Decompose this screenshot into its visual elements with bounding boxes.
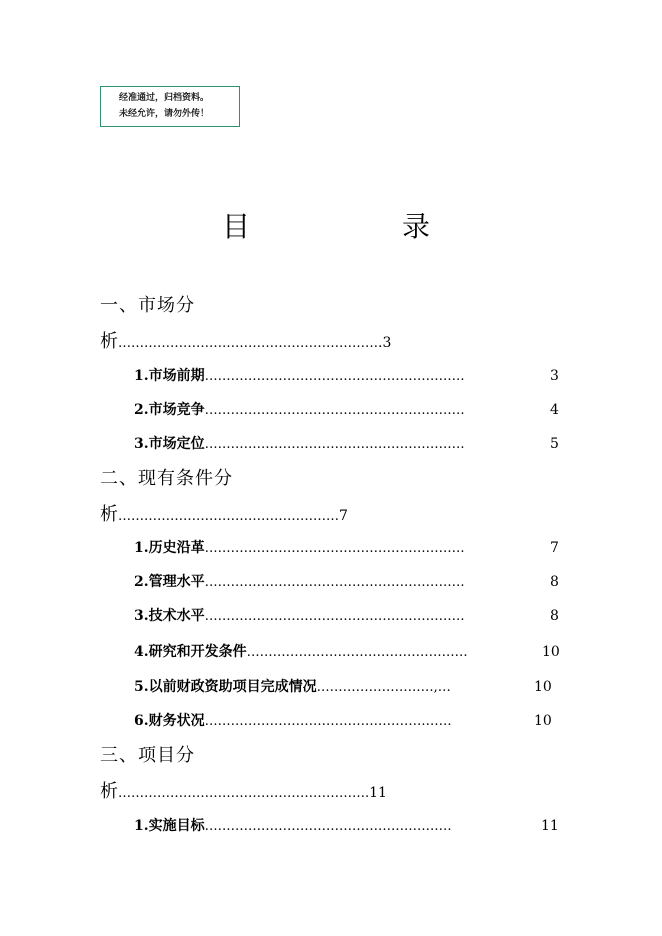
toc-leader-dots: ……………………………………………: [246, 645, 468, 660]
toc-section-2-tail: 析: [100, 504, 118, 525]
toc-section-2-line[interactable]: [100, 503, 348, 529]
toc-item-label: 1.历史沿革: [134, 540, 205, 556]
toc-item-2-3-page: 8: [550, 608, 559, 624]
toc-item-2-4[interactable]: [134, 642, 468, 663]
toc-item-1-1[interactable]: [134, 366, 465, 387]
toc-item-label: 1.市场前期: [134, 368, 205, 384]
stamp-line-2: 未经允许，请勿外传！: [119, 109, 210, 119]
toc-item-2-6[interactable]: [134, 711, 452, 732]
toc-item-label: 5.以前财政资助项目完成情况: [134, 679, 317, 695]
toc-item-label: 4.研究和开发条件: [134, 644, 247, 660]
toc-item-2-2[interactable]: [134, 572, 465, 593]
toc-leader-dots: ……………………………………………………: [204, 575, 465, 590]
toc-leader-dots: ……………………………………………………: [204, 369, 465, 384]
toc-section-3-tail: 析: [100, 781, 118, 802]
toc-item-2-5[interactable]: [134, 677, 451, 698]
toc-section-1-title: 一、市场分: [100, 295, 195, 316]
toc-leader-dots: ………………………………………………….: [118, 786, 370, 801]
toc-section-2-page: 7: [339, 508, 348, 524]
toc-section-3-line[interactable]: [100, 780, 387, 806]
toc-leader-dots: ……………………………………………………: [204, 609, 465, 624]
toc-item-2-1-page: 7: [550, 540, 559, 556]
toc-item-1-2-page: 4: [550, 402, 559, 418]
page-title-left: 目: [222, 210, 251, 243]
toc-item-2-5-page: 10: [534, 679, 552, 695]
toc-section-1-tail: 析: [100, 331, 118, 352]
toc-section-3-title: 三、项目分: [100, 745, 195, 766]
toc-item-1-3[interactable]: [134, 434, 465, 455]
toc-item-2-2-page: 8: [550, 574, 559, 590]
page-title-right: 录: [402, 210, 431, 243]
toc-section-1-line[interactable]: [100, 330, 391, 356]
toc-leader-dots: ……………………………………………………: [118, 336, 378, 351]
toc-item-label: 3.技术水平: [134, 608, 205, 624]
stamp-line-1: 经准通过，归档资料。: [119, 93, 210, 103]
toc-item-3-1-page: 11: [541, 818, 559, 834]
toc-leader-dots: ………………………,…: [316, 680, 451, 695]
toc-item-1-1-page: 3: [550, 368, 559, 384]
toc-section-2-title: 二、现有条件分: [100, 468, 233, 489]
toc-item-label: 1.实施目标: [134, 818, 205, 834]
toc-item-2-6-page: 10: [534, 713, 552, 729]
toc-item-label: 2.市场竞争: [134, 402, 205, 418]
toc-item-label: 2.管理水平: [134, 574, 205, 590]
toc-item-1-3-page: 5: [550, 436, 559, 452]
toc-item-1-2[interactable]: [134, 400, 465, 421]
confidential-stamp: [100, 86, 240, 127]
toc-item-2-4-page: 10: [542, 644, 560, 660]
toc-item-3-1[interactable]: [134, 816, 452, 837]
toc-leader-dots: ……………………………………………………: [204, 437, 465, 452]
toc-item-label: 6.财务状况: [134, 713, 205, 729]
toc-item-2-1[interactable]: [134, 538, 465, 559]
toc-section-1-page: .3: [378, 335, 392, 351]
toc-leader-dots: ……………………………………………………: [204, 403, 465, 418]
toc-item-label: 3.市场定位: [134, 436, 205, 452]
toc-item-2-3[interactable]: [134, 606, 465, 627]
toc-leader-dots: ……………………………………………: [118, 509, 339, 524]
toc-leader-dots: …………………………………………………: [204, 714, 452, 729]
toc-leader-dots: …………………………………………………: [204, 819, 452, 834]
toc-leader-dots: ……………………………………………………: [204, 541, 465, 556]
toc-section-3-page: 11: [369, 785, 387, 801]
